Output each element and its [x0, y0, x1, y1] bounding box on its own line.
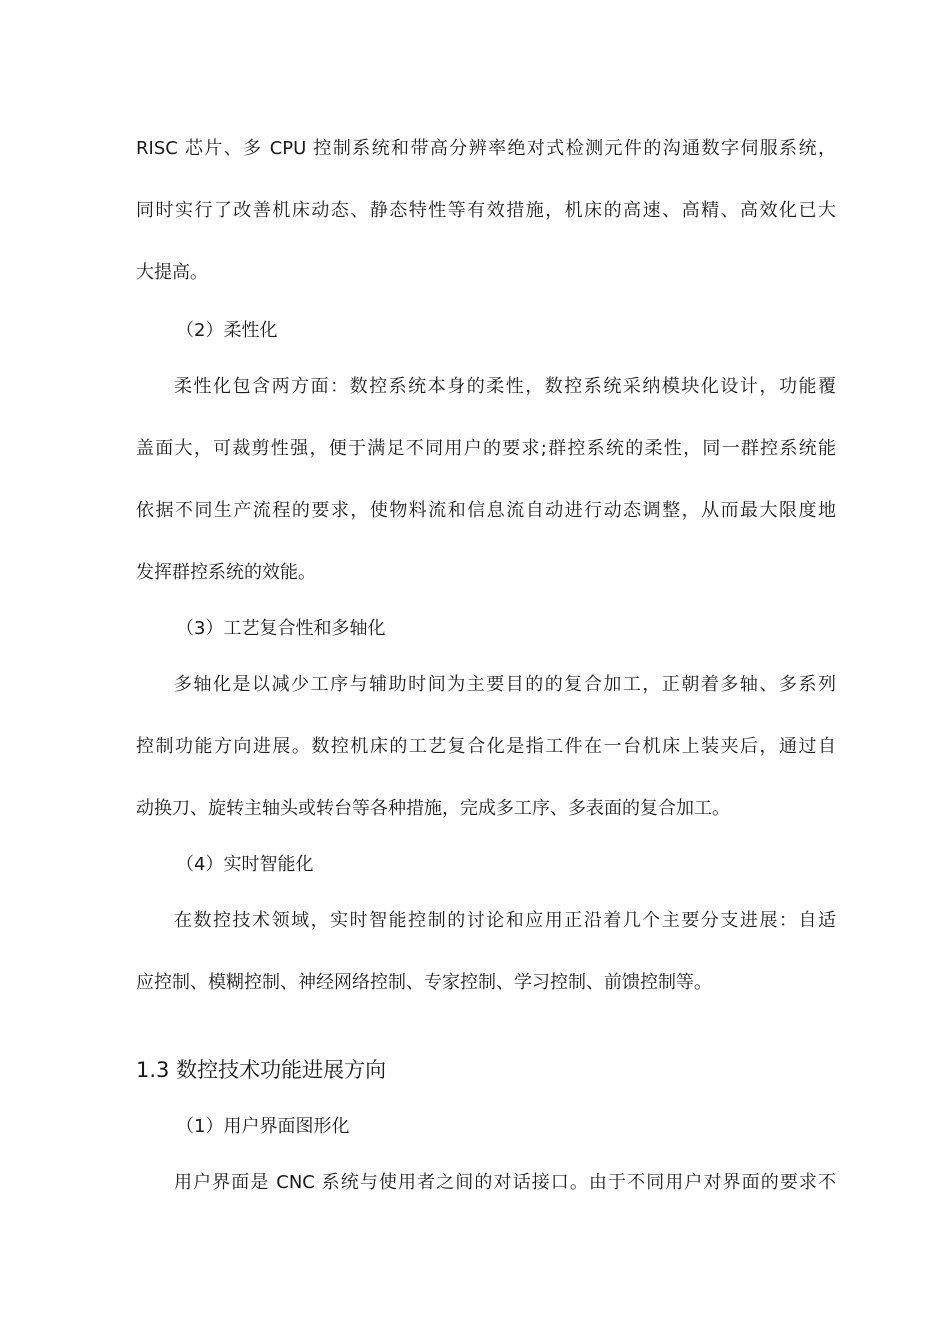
body-line: 在数控技术领域，实时智能控制的讨论和应用正沿着几个主要分支进展：自适: [174, 910, 836, 931]
body-line: 控制功能方向进展。数控机床的工艺复合化是指工件在一台机床上装夹后，通过自: [136, 736, 836, 757]
subsection-heading: （1）用户界面图形化: [176, 1116, 350, 1137]
body-line: 多轴化是以减少工序与辅助时间为主要目的的复合加工，正朝着多轴、多系列: [174, 674, 836, 695]
body-line: 柔性化包含两方面：数控系统本身的柔性，数控系统采纳模块化设计，功能覆: [174, 376, 836, 397]
body-line: 动换刀、旋转主轴头或转台等各种措施，完成多工序、多表面的复合加工。: [136, 798, 730, 819]
body-line: 发挥群控系统的效能。: [136, 562, 316, 583]
subsection-heading: （4）实时智能化: [176, 854, 314, 875]
body-line: 同时实行了改善机床动态、静态特性等有效措施，机床的高速、高精、高效化已大: [136, 200, 836, 221]
subsection-heading: （2）柔性化: [176, 320, 278, 341]
body-line: RISC 芯片、多 CPU 控制系统和带高分辨率绝对式检测元件的沟通数字伺服系统，: [136, 138, 836, 159]
subsection-heading: （3）工艺复合性和多轴化: [176, 618, 386, 639]
body-line: 依据不同生产流程的要求，使物料流和信息流自动进行动态调整，从而最大限度地: [136, 500, 836, 521]
body-line: 盖面大，可裁剪性强，便于满足不同用户的要求;群控系统的柔性，同一群控系统能: [136, 438, 836, 459]
body-line: 用户界面是 CNC 系统与使用者之间的对话接口。由于不同用户对界面的要求不: [174, 1172, 836, 1193]
body-line: 应控制、模糊控制、神经网络控制、专家控制、学习控制、前馈控制等。: [136, 972, 712, 993]
body-line: 大提高。: [136, 262, 208, 283]
section-heading: 1.3 数控技术功能进展方向: [136, 1058, 387, 1082]
